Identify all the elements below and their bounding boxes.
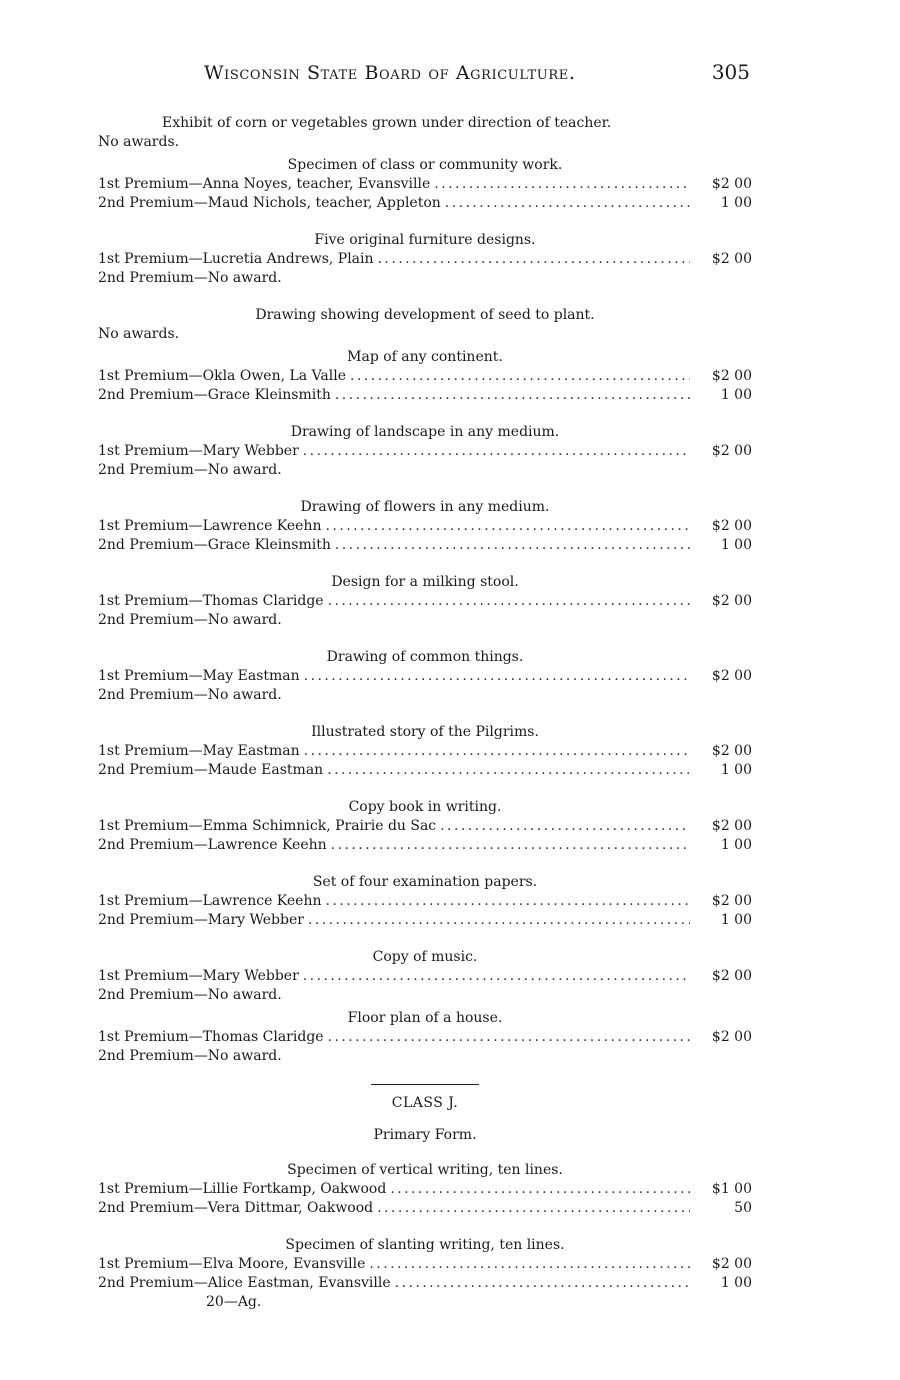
- running-head: [98, 60, 752, 90]
- award-amount: $2 00: [711, 518, 752, 534]
- award-amount: $2 00: [711, 176, 752, 192]
- award-amount: 1 00: [720, 912, 752, 928]
- award-text: 1st Premium—Thomas Claridge: [98, 1029, 324, 1045]
- award-line: [98, 686, 752, 705]
- award-section: [98, 798, 752, 855]
- leader-dots: [440, 817, 690, 836]
- leader-dots: [304, 742, 690, 761]
- intro-note: No awards.: [98, 134, 180, 150]
- class-award-sections: [98, 1161, 752, 1293]
- award-section: [98, 873, 752, 930]
- award-text: 2nd Premium—No award.: [98, 270, 282, 286]
- award-section: [98, 1161, 752, 1218]
- award-text: 2nd Premium—Maud Nichols, teacher, Appleton: [98, 195, 441, 211]
- award-text: 2nd Premium—Lawrence Keehn: [98, 837, 327, 853]
- intro-text: Exhibit of corn or vegetables grown under direction of teacher.: [162, 115, 612, 131]
- leader-dots: [434, 175, 690, 194]
- section-note: No awards.: [98, 326, 180, 342]
- award-text: 1st Premium—May Eastman: [98, 668, 300, 684]
- award-line: [98, 667, 752, 686]
- award-section: [98, 156, 752, 213]
- leader-dots: [303, 442, 690, 461]
- award-section: [98, 948, 752, 1005]
- leader-dots: [377, 1199, 690, 1218]
- signature-mark: 20—Ag.: [206, 1294, 262, 1310]
- section-divider: [371, 1084, 479, 1085]
- award-line: [98, 1274, 752, 1293]
- award-text: 1st Premium—Okla Owen, La Valle: [98, 368, 347, 384]
- award-line: [98, 761, 752, 780]
- award-line: [98, 1255, 752, 1274]
- leader-dots: [328, 1028, 690, 1047]
- award-line: [98, 742, 752, 761]
- section-heading: Design for a milking stool.: [331, 574, 519, 590]
- leader-dots: [378, 250, 690, 269]
- leader-dots: [328, 592, 690, 611]
- section-heading: Drawing of flowers in any medium.: [300, 499, 550, 515]
- leader-dots: [308, 911, 690, 930]
- award-line: [98, 175, 752, 194]
- award-line: [98, 517, 752, 536]
- leader-dots: [369, 1255, 690, 1274]
- award-line: [98, 986, 752, 1005]
- leader-dots: [326, 517, 691, 536]
- award-text: 2nd Premium—No award.: [98, 987, 282, 1003]
- award-line: [98, 269, 752, 288]
- award-amount: 1 00: [720, 195, 752, 211]
- award-line: [98, 611, 752, 630]
- section-heading: Specimen of slanting writing, ten lines.: [285, 1237, 565, 1253]
- award-text: 2nd Premium—No award.: [98, 1048, 282, 1064]
- award-line: [98, 194, 752, 213]
- section-heading: Illustrated story of the Pilgrims.: [311, 724, 539, 740]
- award-line: [98, 592, 752, 611]
- award-section: [98, 498, 752, 555]
- award-text: 1st Premium—Lucretia Andrews, Plain: [98, 251, 374, 267]
- award-text: 2nd Premium—No award.: [98, 462, 282, 478]
- section-heading: Drawing of landscape in any medium.: [290, 424, 560, 440]
- section-heading: Set of four examination papers.: [312, 874, 538, 890]
- award-amount: 1 00: [720, 1275, 752, 1291]
- award-line: [98, 367, 752, 386]
- award-line: [98, 1199, 752, 1218]
- award-text: 1st Premium—Mary Webber: [98, 443, 299, 459]
- leader-dots: [303, 967, 690, 986]
- award-text: 1st Premium—Emma Schimnick, Prairie du Sac: [98, 818, 437, 834]
- section-heading: Drawing of common things.: [326, 649, 524, 665]
- award-text: 2nd Premium—Alice Eastman, Evansville: [98, 1275, 391, 1291]
- leader-dots: [335, 386, 690, 405]
- award-amount: $1 00: [711, 1181, 752, 1197]
- award-amount: $2 00: [711, 968, 752, 984]
- award-line: [98, 1047, 752, 1066]
- award-section: [98, 648, 752, 705]
- award-line: [98, 892, 752, 911]
- award-amount: $2 00: [711, 443, 752, 459]
- award-line: [98, 836, 752, 855]
- leader-dots: [331, 836, 690, 855]
- award-amount: $2 00: [711, 251, 752, 267]
- award-amount: $2 00: [711, 668, 752, 684]
- section-heading: Drawing showing development of seed to plant.: [255, 307, 595, 323]
- award-amount: $2 00: [711, 818, 752, 834]
- leader-dots: [304, 667, 690, 686]
- section-heading: Five original furniture designs.: [314, 232, 536, 248]
- award-text: 2nd Premium—No award.: [98, 687, 282, 703]
- section-heading: Specimen of vertical writing, ten lines.: [287, 1162, 563, 1178]
- award-section: [98, 573, 752, 630]
- award-text: 2nd Premium—No award.: [98, 612, 282, 628]
- running-title: Wisconsin State Board of Agriculture.: [204, 62, 576, 84]
- award-line: [98, 442, 752, 461]
- award-text: 1st Premium—Lawrence Keehn: [98, 893, 322, 909]
- award-section: [98, 348, 752, 405]
- award-amount: $2 00: [711, 593, 752, 609]
- award-line: [98, 817, 752, 836]
- award-text: 1st Premium—May Eastman: [98, 743, 300, 759]
- leader-dots: [350, 367, 690, 386]
- award-section: [98, 723, 752, 780]
- award-text: 1st Premium—Elva Moore, Evansville: [98, 1256, 366, 1272]
- section-heading: Copy of music.: [372, 949, 478, 965]
- award-line: [98, 461, 752, 480]
- award-amount: $2 00: [711, 743, 752, 759]
- award-line: [98, 536, 752, 555]
- award-text: 1st Premium—Mary Webber: [98, 968, 299, 984]
- award-text: 2nd Premium—Grace Kleinsmith: [98, 537, 331, 553]
- award-section: [98, 423, 752, 480]
- page-number: 305: [711, 60, 750, 84]
- leader-dots: [390, 1180, 690, 1199]
- award-text: 1st Premium—Thomas Claridge: [98, 593, 324, 609]
- award-section: [98, 1009, 752, 1066]
- award-amount: $2 00: [711, 368, 752, 384]
- award-section: [98, 1236, 752, 1293]
- award-amount: 1 00: [720, 762, 752, 778]
- award-text: 1st Premium—Lawrence Keehn: [98, 518, 322, 534]
- award-amount: 50: [734, 1200, 752, 1216]
- leader-dots: [327, 761, 690, 780]
- leader-dots: [326, 892, 691, 911]
- award-amount: $2 00: [711, 893, 752, 909]
- award-section: [98, 306, 752, 344]
- award-text: 1st Premium—Anna Noyes, teacher, Evansville: [98, 176, 431, 192]
- leader-dots: [445, 194, 690, 213]
- award-line: [98, 911, 752, 930]
- document-page: [98, 60, 752, 1312]
- award-amount: 1 00: [720, 837, 752, 853]
- award-text: 2nd Premium—Grace Kleinsmith: [98, 387, 331, 403]
- section-heading: Copy book in writing.: [348, 799, 502, 815]
- award-line: [98, 250, 752, 269]
- award-line: [98, 1028, 752, 1047]
- award-sections: [98, 156, 752, 1066]
- section-heading: Specimen of class or community work.: [287, 157, 563, 173]
- award-amount: 1 00: [720, 387, 752, 403]
- award-text: 2nd Premium—Mary Webber: [98, 912, 304, 928]
- form-title: Primary Form.: [373, 1127, 477, 1143]
- award-line: [98, 386, 752, 405]
- leader-dots: [395, 1274, 690, 1293]
- award-text: 1st Premium—Lillie Fortkamp, Oakwood: [98, 1181, 387, 1197]
- section-heading: Map of any continent.: [347, 349, 503, 365]
- award-section: [98, 231, 752, 288]
- award-text: 2nd Premium—Maude Eastman: [98, 762, 324, 778]
- award-amount: 1 00: [720, 537, 752, 553]
- award-line: [98, 967, 752, 986]
- leader-dots: [335, 536, 690, 555]
- section-heading: Floor plan of a house.: [347, 1010, 503, 1026]
- award-line: [98, 1180, 752, 1199]
- award-text: 2nd Premium—Vera Dittmar, Oakwood: [98, 1200, 374, 1216]
- class-title: CLASS J.: [391, 1095, 459, 1111]
- award-amount: $2 00: [711, 1029, 752, 1045]
- award-amount: $2 00: [711, 1256, 752, 1272]
